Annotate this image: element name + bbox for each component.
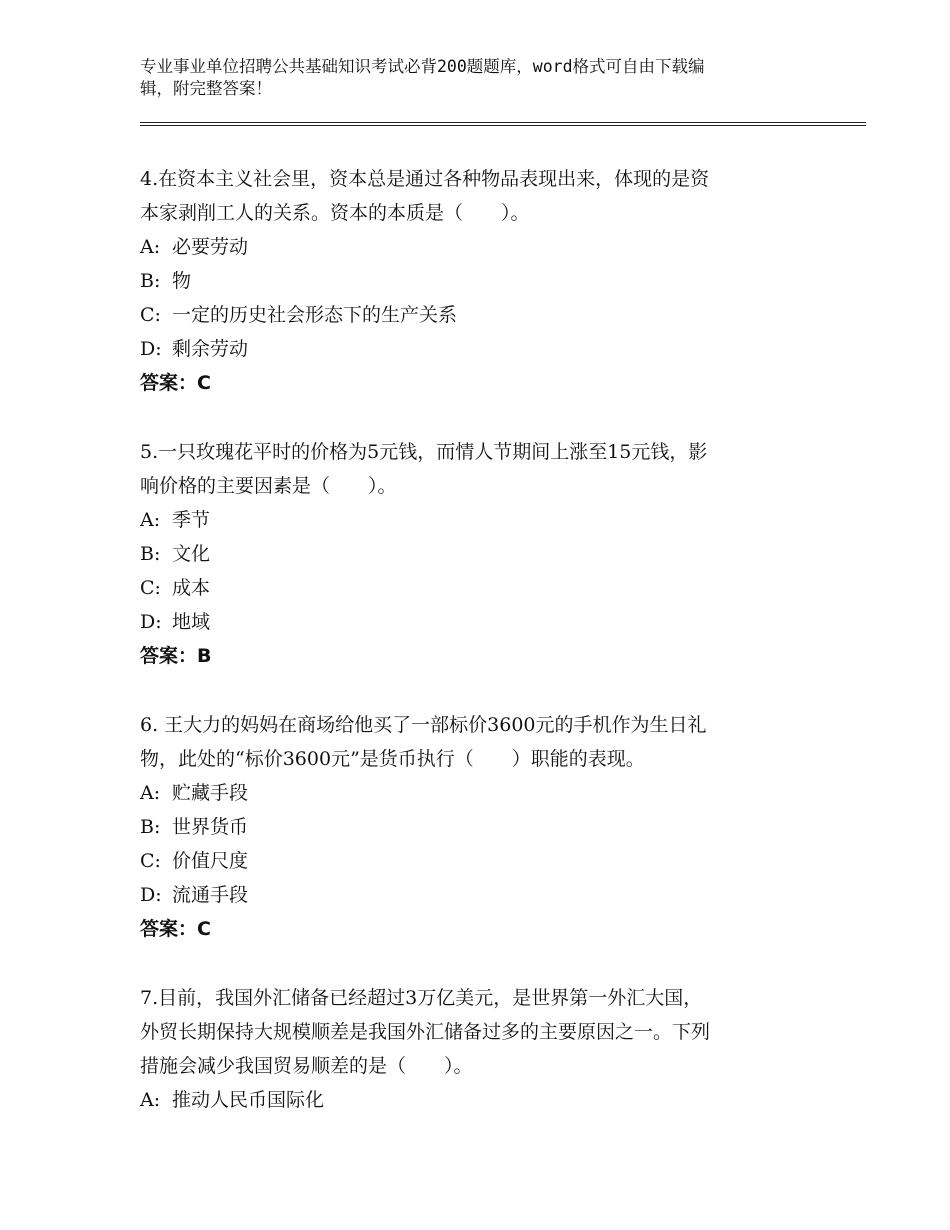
option-text: 季节 xyxy=(172,509,211,531)
option-letter: A: xyxy=(140,509,161,531)
option-text: 成本 xyxy=(172,577,211,599)
option-text: 流通手段 xyxy=(172,884,249,906)
question-stem-line: 5.一只玫瑰花平时的价格为5元钱，而情人节期间上涨至15元钱，影 xyxy=(140,441,708,463)
option-text: 文化 xyxy=(172,543,211,565)
question-stem-line: 6. 王大力的妈妈在商场给他买了一部标价3600元的手机作为生日礼 xyxy=(140,714,707,736)
option-d xyxy=(140,332,800,366)
option-b xyxy=(140,264,800,298)
question-4 xyxy=(140,162,800,400)
header-line-2: 辑，附完整答案！ xyxy=(140,79,272,98)
option-text: 推动人民币国际化 xyxy=(172,1089,325,1111)
option-letter: B: xyxy=(140,270,161,292)
option-a xyxy=(140,1083,800,1117)
question-stem-line: 物，此处的“标价3600元”是货币执行（ ）职能的表现。 xyxy=(140,748,645,770)
option-text: 必要劳动 xyxy=(172,236,249,258)
option-text: 世界货币 xyxy=(172,816,249,838)
option-letter: B: xyxy=(140,543,161,565)
question-stem-line: 4.在资本主义社会里，资本总是通过各种物品表现出来，体现的是资 xyxy=(140,168,710,190)
header-divider-top xyxy=(140,122,866,123)
option-c xyxy=(140,571,800,605)
option-letter: D: xyxy=(140,884,162,906)
question-6 xyxy=(140,708,800,946)
option-d xyxy=(140,878,800,912)
answer-line: 答案：B xyxy=(140,645,212,667)
question-list xyxy=(140,162,800,1117)
option-text: 一定的历史社会形态下的生产关系 xyxy=(172,304,458,326)
option-text: 价值尺度 xyxy=(172,850,249,872)
option-c xyxy=(140,298,800,332)
question-7 xyxy=(140,981,800,1117)
option-d xyxy=(140,605,800,639)
option-letter: A: xyxy=(140,1089,161,1111)
question-stem-line: 外贸长期保持大规模顺差是我国外汇储备过多的主要原因之一。下列 xyxy=(140,1021,711,1043)
option-a xyxy=(140,230,800,264)
option-text: 贮藏手段 xyxy=(172,782,249,804)
question-stem-line: 响价格的主要因素是（ ）。 xyxy=(140,475,397,497)
option-b xyxy=(140,537,800,571)
option-letter: B: xyxy=(140,816,161,838)
option-a xyxy=(140,776,800,810)
question-5 xyxy=(140,435,800,673)
option-letter: C: xyxy=(140,304,161,326)
option-letter: C: xyxy=(140,577,161,599)
question-stem-line: 本家剥削工人的关系。资本的本质是（ ）。 xyxy=(140,202,530,224)
option-letter: C: xyxy=(140,850,161,872)
question-stem-line: 措施会减少我国贸易顺差的是（ ）。 xyxy=(140,1055,473,1077)
option-text: 剩余劳动 xyxy=(172,338,249,360)
option-c xyxy=(140,844,800,878)
header-divider-bottom xyxy=(140,125,866,126)
option-letter: D: xyxy=(140,611,162,633)
document-header xyxy=(140,56,800,100)
option-text: 物 xyxy=(172,270,192,292)
option-letter: D: xyxy=(140,338,162,360)
question-stem-line: 7.目前，我国外汇储备已经超过3万亿美元，是世界第一外汇大国， xyxy=(140,987,703,1009)
option-letter: A: xyxy=(140,782,161,804)
option-a xyxy=(140,503,800,537)
header-line-1: 专业事业单位招聘公共基础知识考试必背200题题库，word格式可自由下载编 xyxy=(140,57,705,76)
answer-line: 答案：C xyxy=(140,372,211,394)
answer-line: 答案：C xyxy=(140,918,211,940)
option-letter: A: xyxy=(140,236,161,258)
option-text: 地域 xyxy=(172,611,211,633)
option-b xyxy=(140,810,800,844)
